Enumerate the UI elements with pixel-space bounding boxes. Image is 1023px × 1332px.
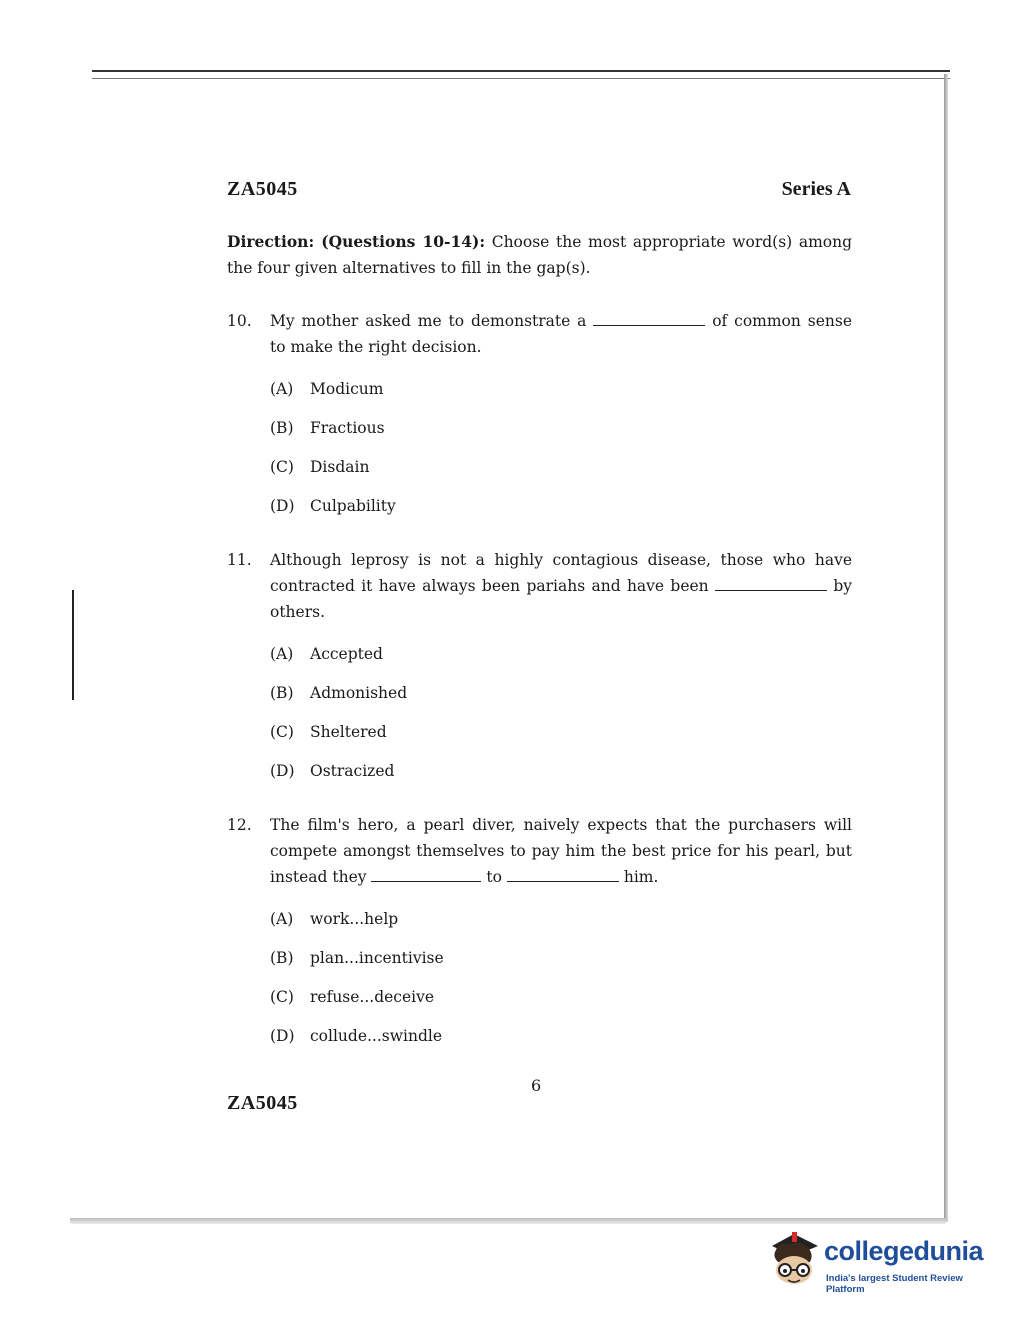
question-number: 10. [227, 312, 252, 330]
option-c[interactable]: (C) Sheltered [270, 723, 387, 741]
paper-code-footer: ZA5045 [227, 1092, 298, 1114]
scan-edge-top [92, 70, 950, 79]
answer-blank [715, 576, 827, 591]
options-list [270, 641, 852, 797]
series-label: Series A [781, 178, 851, 200]
options-list [270, 376, 852, 532]
paper-code-header: ZA5045 [227, 178, 298, 200]
options-list [270, 906, 852, 1062]
option-d[interactable]: (D) collude...swindle [270, 1027, 442, 1045]
question-stem: Although leprosy is not a highly contagious disease, those who have contracted it have always been pariahs and have been by others. [270, 551, 853, 621]
option-a[interactable]: (A) Accepted [270, 645, 383, 663]
logo-brand-text: collegedunia [824, 1236, 984, 1266]
question-12 [227, 812, 852, 1062]
scan-edge-left [72, 590, 74, 700]
option-b[interactable]: (B) Admonished [270, 684, 408, 702]
direction-text: Choose the most appropriate word(s) among the four given alternatives to fill in the gap(s). [227, 233, 853, 277]
page-number: 6 [531, 1076, 542, 1095]
question-stem: My mother asked me to demonstrate a of common sense to make the right decision. [270, 312, 852, 356]
option-b[interactable]: (B) plan...incentivise [270, 949, 444, 967]
question-number: 12. [227, 816, 252, 834]
logo-tagline: India's largest Student Review Platform [826, 1273, 963, 1295]
scan-edge-right [944, 74, 948, 1222]
option-b[interactable]: (B) Fractious [270, 419, 385, 437]
direction-label: Direction: (Questions 10-14): [227, 232, 486, 251]
question-stem: The film's hero, a pearl diver, naively expects that the purchasers will compete amongst themselves to pay him the best price for his pearl, but instead they to him. [270, 816, 852, 886]
question-number: 11. [227, 551, 252, 569]
option-d[interactable]: (D) Ostracized [270, 762, 395, 780]
collegedunia-logo[interactable] [766, 1228, 996, 1298]
direction-block [227, 229, 852, 281]
question-11 [227, 547, 852, 797]
answer-blank-2 [507, 867, 619, 882]
answer-blank [593, 311, 705, 326]
option-c[interactable]: (C) refuse...deceive [270, 988, 435, 1006]
question-10 [227, 308, 852, 532]
scan-edge-bottom [70, 1218, 946, 1224]
answer-blank-1 [371, 867, 481, 882]
mascot-icon [766, 1228, 824, 1290]
option-a[interactable]: (A) work...help [270, 910, 399, 928]
option-a[interactable]: (A) Modicum [270, 380, 384, 398]
option-c[interactable]: (C) Disdain [270, 458, 370, 476]
option-d[interactable]: (D) Culpability [270, 497, 396, 515]
